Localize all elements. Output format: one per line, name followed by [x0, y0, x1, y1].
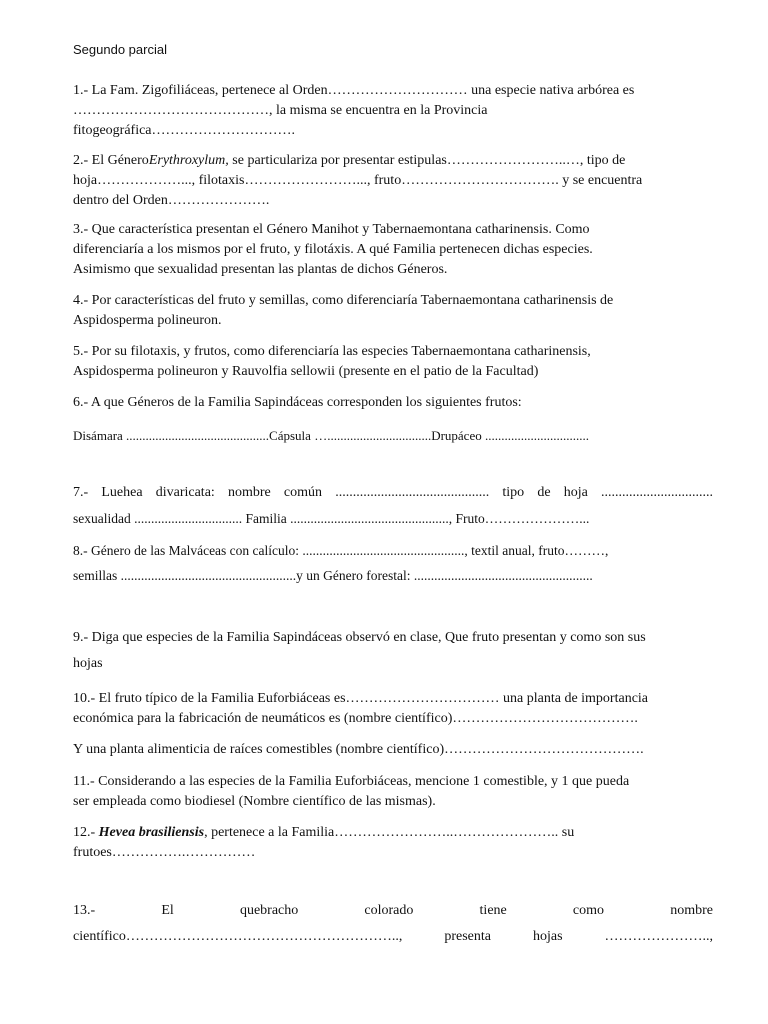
question-13-word: científico…………………………………………………..,	[73, 929, 403, 944]
question-5	[73, 342, 713, 382]
question-10-extra	[73, 740, 713, 760]
question-7-word: 7.-	[73, 485, 89, 500]
question-13-word: hojas	[532, 929, 563, 944]
question-10-line-3: Y una planta alimenticia de raíces comestibles (nombre científico)…………………………………….	[73, 742, 644, 757]
question-6-line-1: 6.- A que Géneros de la Familia Sapindáceas corresponden los siguientes frutos:	[73, 395, 522, 410]
genus-name-erythroxylum: Erythroxylum,	[148, 153, 229, 168]
question-7-word: ............................................	[335, 485, 490, 500]
question-7-word: nombre	[227, 485, 271, 500]
question-9-line-2: hojas	[73, 656, 103, 671]
question-6-fruit-types: Disámara ............................................Cápsula …................................Drupáceo ................................	[73, 428, 589, 443]
question-11	[73, 772, 713, 812]
question-8-line-2: semillas ....................................................y un Género forestal: .....................................................	[73, 568, 593, 583]
question-8	[73, 538, 713, 588]
question-9-line-1: 9.- Diga que especies de la Familia Sapindáceas observó en clase, Que fruto presentan y como son sus	[73, 630, 646, 645]
question-3	[73, 220, 713, 280]
question-7-word: divaricata:	[155, 485, 215, 500]
question-1	[73, 81, 713, 141]
question-13-line-2	[73, 924, 713, 950]
question-13-word: como	[572, 903, 605, 918]
question-2-line-1: 2.- El GéneroErythroxylum, se particulariza por presentar estipulas……………………..…, tipo de	[73, 153, 626, 168]
question-13-word: …………………..,	[604, 929, 713, 944]
question-7-word: de	[537, 485, 551, 500]
question-13	[73, 898, 713, 950]
question-10	[73, 689, 713, 729]
question-13-word: colorado	[364, 903, 414, 918]
question-10-line-1: 10.- El fruto típico de la Familia Euforbiáceas es…………………………… una planta de importancia	[73, 691, 649, 706]
question-4	[73, 291, 713, 331]
question-4-line-1: 4.- Por características del fruto y semillas, como diferenciaría Tabernaemontana catharinensis de	[73, 293, 614, 308]
question-7	[73, 480, 713, 532]
question-9	[73, 625, 713, 677]
question-13-word: presenta	[444, 929, 491, 944]
question-7-word: común	[283, 485, 323, 500]
question-8-line-1: 8.- Género de las Malváceas con calículo: ................................................, textil anual, fruto………,	[73, 543, 609, 558]
question-4-line-2: Aspidosperma polineuron.	[73, 313, 222, 328]
question-7-line-1	[73, 480, 713, 506]
question-2-line-2: hoja………………..., filotaxis……………………..., fruto……………………………. y se encuentra	[73, 173, 643, 188]
question-6-answers	[73, 426, 713, 446]
question-13-word: nombre	[670, 903, 713, 918]
question-12	[73, 823, 713, 863]
question-13-word: tiene	[479, 903, 507, 918]
question-2	[73, 151, 713, 211]
question-3-line-1: 3.- Que característica presentan el Género Manihot y Tabernaemontana catharinensis. Como	[73, 222, 590, 237]
question-7-word: ................................	[600, 485, 713, 500]
question-3-line-2: diferenciaría a los mismos por el fruto, y filotáxis. A qué Familia pertenecen dichas especies.	[73, 242, 593, 257]
question-12-line-1: 12.- Hevea brasiliensis, pertenece a la Familia……………………..………………….. su	[73, 825, 575, 840]
question-7-word: tipo	[502, 485, 525, 500]
question-1-line-1: 1.- La Fam. Zigofiliáceas, pertenece al Orden………………………… una especie nativa arbórea es	[73, 83, 635, 98]
question-7-word: Luehea	[101, 485, 143, 500]
question-11-line-1: 11.- Considerando a las especies de la Familia Euforbiáceas, mencione 1 comestible, y 1 que pueda	[73, 774, 630, 789]
question-5-line-2: Aspidosperma polineuron y Rauvolfia sellowii (presente en el patio de la Facultad)	[73, 364, 539, 379]
question-13-line-1	[73, 898, 713, 924]
question-2-line-3: dentro del Orden………………….	[73, 193, 270, 208]
question-7-word: hoja	[563, 485, 588, 500]
question-5-line-1: 5.- Por su filotaxis, y frutos, como diferenciaría las especies Tabernaemontana catharinensis,	[73, 344, 591, 359]
question-10-line-2: económica para la fabricación de neumáticos es (nombre científico)………………………………….	[73, 711, 638, 726]
question-12-line-2: frutoes…………….……………	[73, 845, 256, 860]
question-3-line-3: Asimismo que sexualidad presentan las plantas de dichos Géneros.	[73, 262, 448, 277]
question-13-word: quebracho	[239, 903, 299, 918]
question-7-line-2: sexualidad ................................ Familia ..............................................., Fruto…………………...	[73, 511, 590, 526]
question-11-line-2: ser empleada como biodiesel (Nombre científico de las mismas).	[73, 794, 436, 809]
species-name-hevea: Hevea brasiliensis	[98, 825, 205, 840]
question-6	[73, 393, 713, 413]
question-13-word: El	[161, 903, 174, 918]
question-13-word: 13.-	[73, 903, 96, 918]
question-1-line-2: ……………………………………, la misma se encuentra en la Provincia	[73, 103, 488, 118]
page-header: Segundo parcial	[73, 42, 167, 57]
question-1-line-3: fitogeográfica………………………….	[73, 123, 296, 138]
